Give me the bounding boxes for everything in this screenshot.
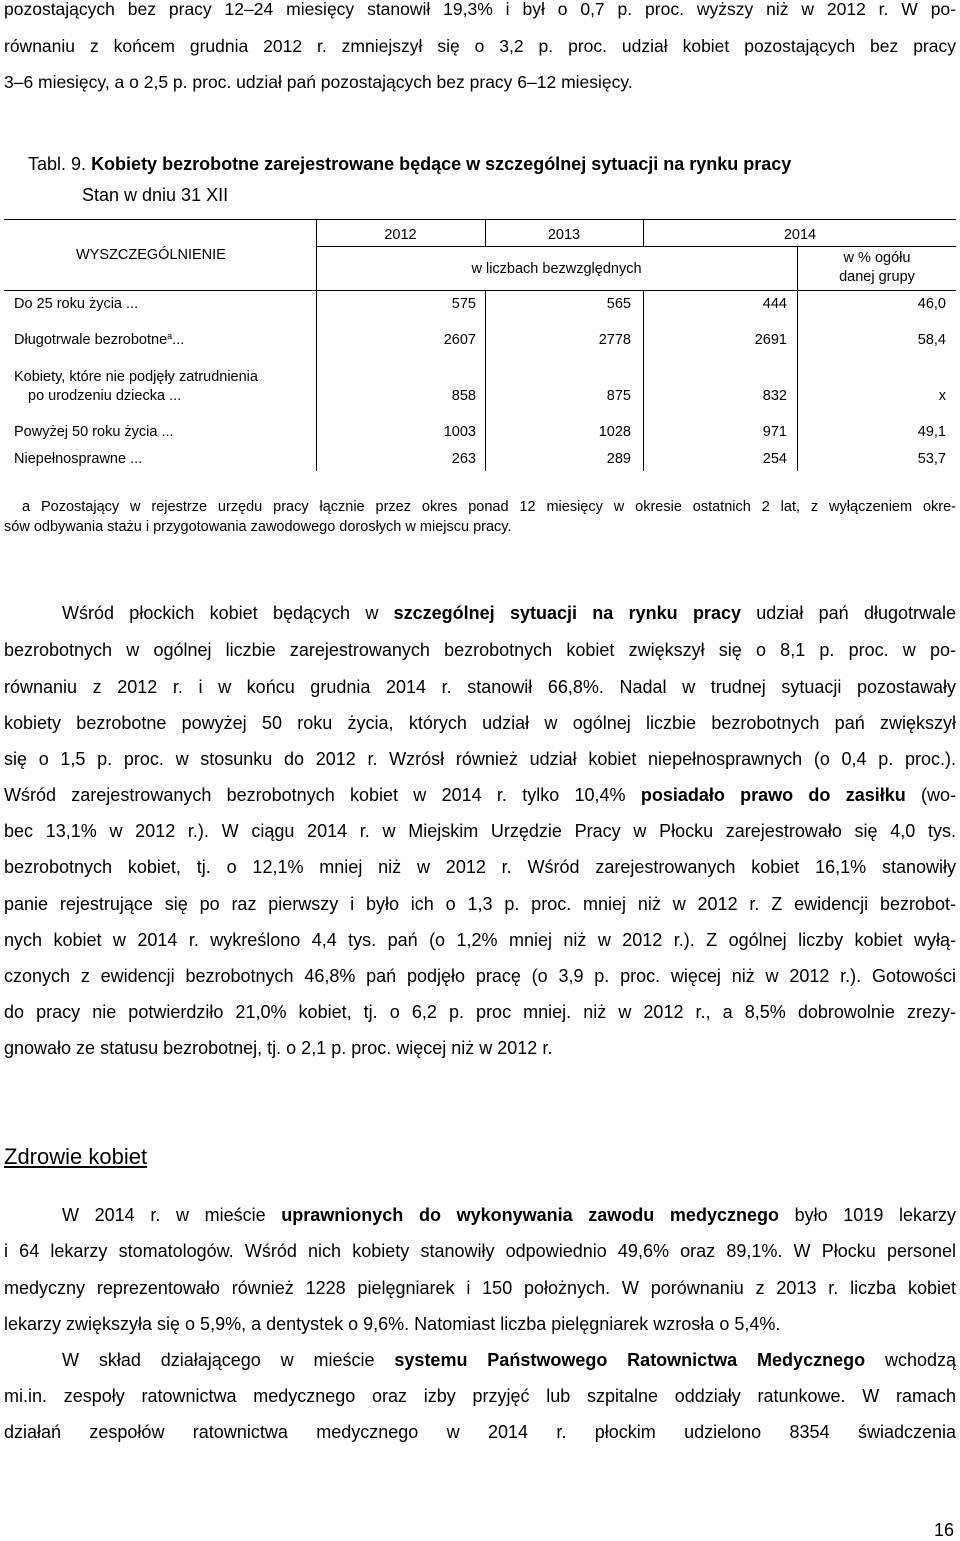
text-run: W skład działającego w mieście <box>62 1350 395 1370</box>
table-vrule-3b <box>643 290 644 471</box>
text-run: (wo- <box>905 785 956 805</box>
para1-line-1 <box>4 595 956 631</box>
intro-line-3: 3–6 miesięcy, a o 2,5 p. proc. udział pań pozostających bez pracy 6–12 miesięcy. <box>4 72 633 92</box>
row-label-line2: po urodzeniu dziecka ... <box>28 388 182 404</box>
text-run: udział pań długotrwale <box>740 603 956 623</box>
para2-line-7: działań zespołów ratownictwa medycznego w 2014 r. płockim udzielono 8354 świadczenia <box>4 1422 956 1442</box>
text-run: Wśród zarejestrowanych bezrobotnych kobiet w 2014 r. tylko 10,4% <box>4 785 641 805</box>
cell-pct: 58,4 <box>917 332 946 348</box>
row-label-dots: ... <box>172 332 185 348</box>
table-top-rule <box>4 219 956 220</box>
para1-line-8: bezrobotnych kobiet, tj. o 12,1% mniej niż w 2012 r. Wśród zarejestrowanych kobiet 16,1% stanowiły <box>4 857 956 877</box>
text-run: było 1019 lekarzy <box>778 1205 956 1225</box>
para2-line-5 <box>4 1342 956 1378</box>
emphasis: uprawnionych do wykonywania zawodu medycznego <box>281 1205 779 1225</box>
para1-line-12: do pracy nie potwierdziło 21,0% kobiet, tj. o 6,2 p. proc mniej. niż w 2012 r., a 8,5% dobrowolnie zrezy- <box>4 1002 956 1022</box>
header-2014: 2014 <box>783 227 817 243</box>
header-stub: WYSZCZEGÓLNIENIE <box>76 247 226 263</box>
text-run: Wśród płockich kobiet będących w <box>62 603 394 623</box>
para1-line-11: czonych z ewidencji bezrobotnych 46,8% pań podjęło pracę (o 3,9 p. proc. więcej niż w 2012 r.). Gotowości <box>4 966 956 986</box>
table-subtitle: Stan w dniu 31 XII <box>82 185 229 205</box>
para1-line-5: się o 1,5 p. proc. w stosunku do 2012 r. Wzrósł również udział kobiet niepełnosprawnych (o 0,4 p. proc.). <box>4 749 956 769</box>
cell-2012: 263 <box>451 451 476 467</box>
para1-line-3: równaniu z 2012 r. i w końcu grudnia 2014 r. stanowił 66,8%. Nadal w trudnej sytuacji pozostawały <box>4 677 956 697</box>
para2-line-2: i 64 lekarzy stomatologów. Wśród nich kobiety stanowiły odpowiednio 49,6% oraz 89,1%. W Płocku personel <box>4 1241 956 1261</box>
para1-line-6 <box>4 777 956 813</box>
cell-2013: 875 <box>606 388 631 404</box>
row-label: Niepełnosprawne ... <box>14 451 143 467</box>
cell-2014: 2691 <box>754 332 787 348</box>
cell-2012: 2607 <box>443 332 476 348</box>
table-title: Kobiety bezrobotne zarejestrowane będące w szczególnej sytuacji na rynku pracy <box>91 154 792 174</box>
cell-2013: 565 <box>606 296 631 312</box>
cell-pct: 46,0 <box>917 296 946 312</box>
row-label-text: Długotrwale bezrobotne <box>14 332 168 348</box>
footnote-marker: a <box>167 331 173 341</box>
para1-line-2: bezrobotnych w ogólnej liczbie zarejestrowanych bezrobotnych kobiet zwiększył się o 8,1 p. proc. w po- <box>4 640 956 660</box>
row-label: Powyżej 50 roku życia ... <box>14 424 174 440</box>
table-caption <box>28 153 791 175</box>
table-vrule-2b <box>485 290 486 471</box>
text-run: wchodzą <box>865 1350 956 1370</box>
row-label: Do 25 roku życia ... <box>14 296 139 312</box>
para1-line-7: bec 13,1% w 2012 r.). W ciągu 2014 r. w Miejskim Urzędzie Pracy w Płocku zarejestrowało się 4,0 tys. <box>4 821 956 841</box>
cell-pct: 49,1 <box>917 424 946 440</box>
para2-line-4: lekarzy zwiększyła się o 5,9%, a dentystek o 9,6%. Natomiast liczba pielęgniarek wzrosła o 5,4%. <box>4 1314 781 1334</box>
cell-2012: 575 <box>451 296 476 312</box>
para1-line-10: nych kobiet w 2014 r. wykreślono 4,4 tys. pań (o 1,2% mniej niż w 2012 r.). Z ogólnej liczby kobiet wyłą- <box>4 930 956 950</box>
cell-pct: x <box>938 388 946 404</box>
cell-2012: 858 <box>451 388 476 404</box>
cell-2013: 289 <box>606 451 631 467</box>
emphasis: posiadało prawo do zasiłku <box>640 785 906 805</box>
cell-pct: 53,7 <box>917 451 946 467</box>
intro-line-1: pozostających bez pracy 12–24 miesięcy stanowił 19,3% i był o 0,7 p. proc. wyższy niż w 2012 r. W po- <box>4 0 956 19</box>
cell-2014: 971 <box>762 424 787 440</box>
para2-line-3: medyczny reprezentowało również 1228 pielęgniarek i 150 położnych. W porównaniu z 2013 r. liczba kobiet <box>4 1278 956 1298</box>
header-absolute: w liczbach bezwzględnych <box>471 261 642 277</box>
header-2012: 2012 <box>384 227 417 243</box>
para1-line-4: kobiety bezrobotne powyżej 50 roku życia, których udział w ogólnej liczbie bezrobotnych pań zwiększył <box>4 713 956 733</box>
cell-2013: 2778 <box>598 332 631 348</box>
table-header-rule <box>4 290 956 291</box>
section-heading: Zdrowie kobiet <box>4 1144 148 1169</box>
emphasis: systemu Państwowego Ratownictwa Medycznego <box>394 1350 866 1370</box>
emphasis: szczególnej sytuacji na rynku pracy <box>393 603 741 623</box>
cell-2014: 832 <box>762 388 787 404</box>
cell-2014: 444 <box>762 296 787 312</box>
para1-line-9: panie rejestrujące się po raz pierwszy i było ich o 1,3 p. proc. mniej niż w 2012 r. Z ewidencji bezrobot- <box>4 894 956 914</box>
header-pct-line1: w % ogółu <box>843 250 911 266</box>
table-header-mid-rule <box>316 246 956 247</box>
page-number: 16 <box>933 1520 954 1540</box>
para2-line-6: mi.in. zespoły ratownictwa medycznego oraz izby przyjęć lub szpitalne oddziały ratunkowe. W ramach <box>4 1386 956 1406</box>
header-2013: 2013 <box>547 227 581 243</box>
header-pct-line2: danej grupy <box>839 269 915 285</box>
para2-line-1 <box>4 1197 956 1233</box>
para1-line-13: gnowało ze statusu bezrobotnej, tj. o 2,1 p. proc. więcej niż w 2012 r. <box>4 1038 553 1058</box>
intro-line-2: równaniu z końcem grudnia 2012 r. zmniejszył się o 3,2 p. proc. udział kobiet pozostających bez pracy <box>4 36 956 56</box>
table-label: Tabl. 9. <box>28 154 87 174</box>
cell-2012: 1003 <box>443 424 476 440</box>
text-run: W 2014 r. w mieście <box>62 1205 282 1225</box>
row-label <box>14 331 184 349</box>
table-footnote-line-1: a Pozostający w rejestrze urzędu pracy łącznie przez okres ponad 12 miesięcy w okresie ostatnich 2 lat, z wyłączeniem okre- <box>22 499 956 515</box>
cell-2014: 254 <box>762 451 787 467</box>
cell-2013: 1028 <box>598 424 631 440</box>
row-label-line1: Kobiety, które nie podjęły zatrudnienia <box>14 369 258 385</box>
table-footnote-line-2: sów odbywania stażu i przygotowania zawodowego dorosłych w miejscu pracy. <box>4 519 512 535</box>
